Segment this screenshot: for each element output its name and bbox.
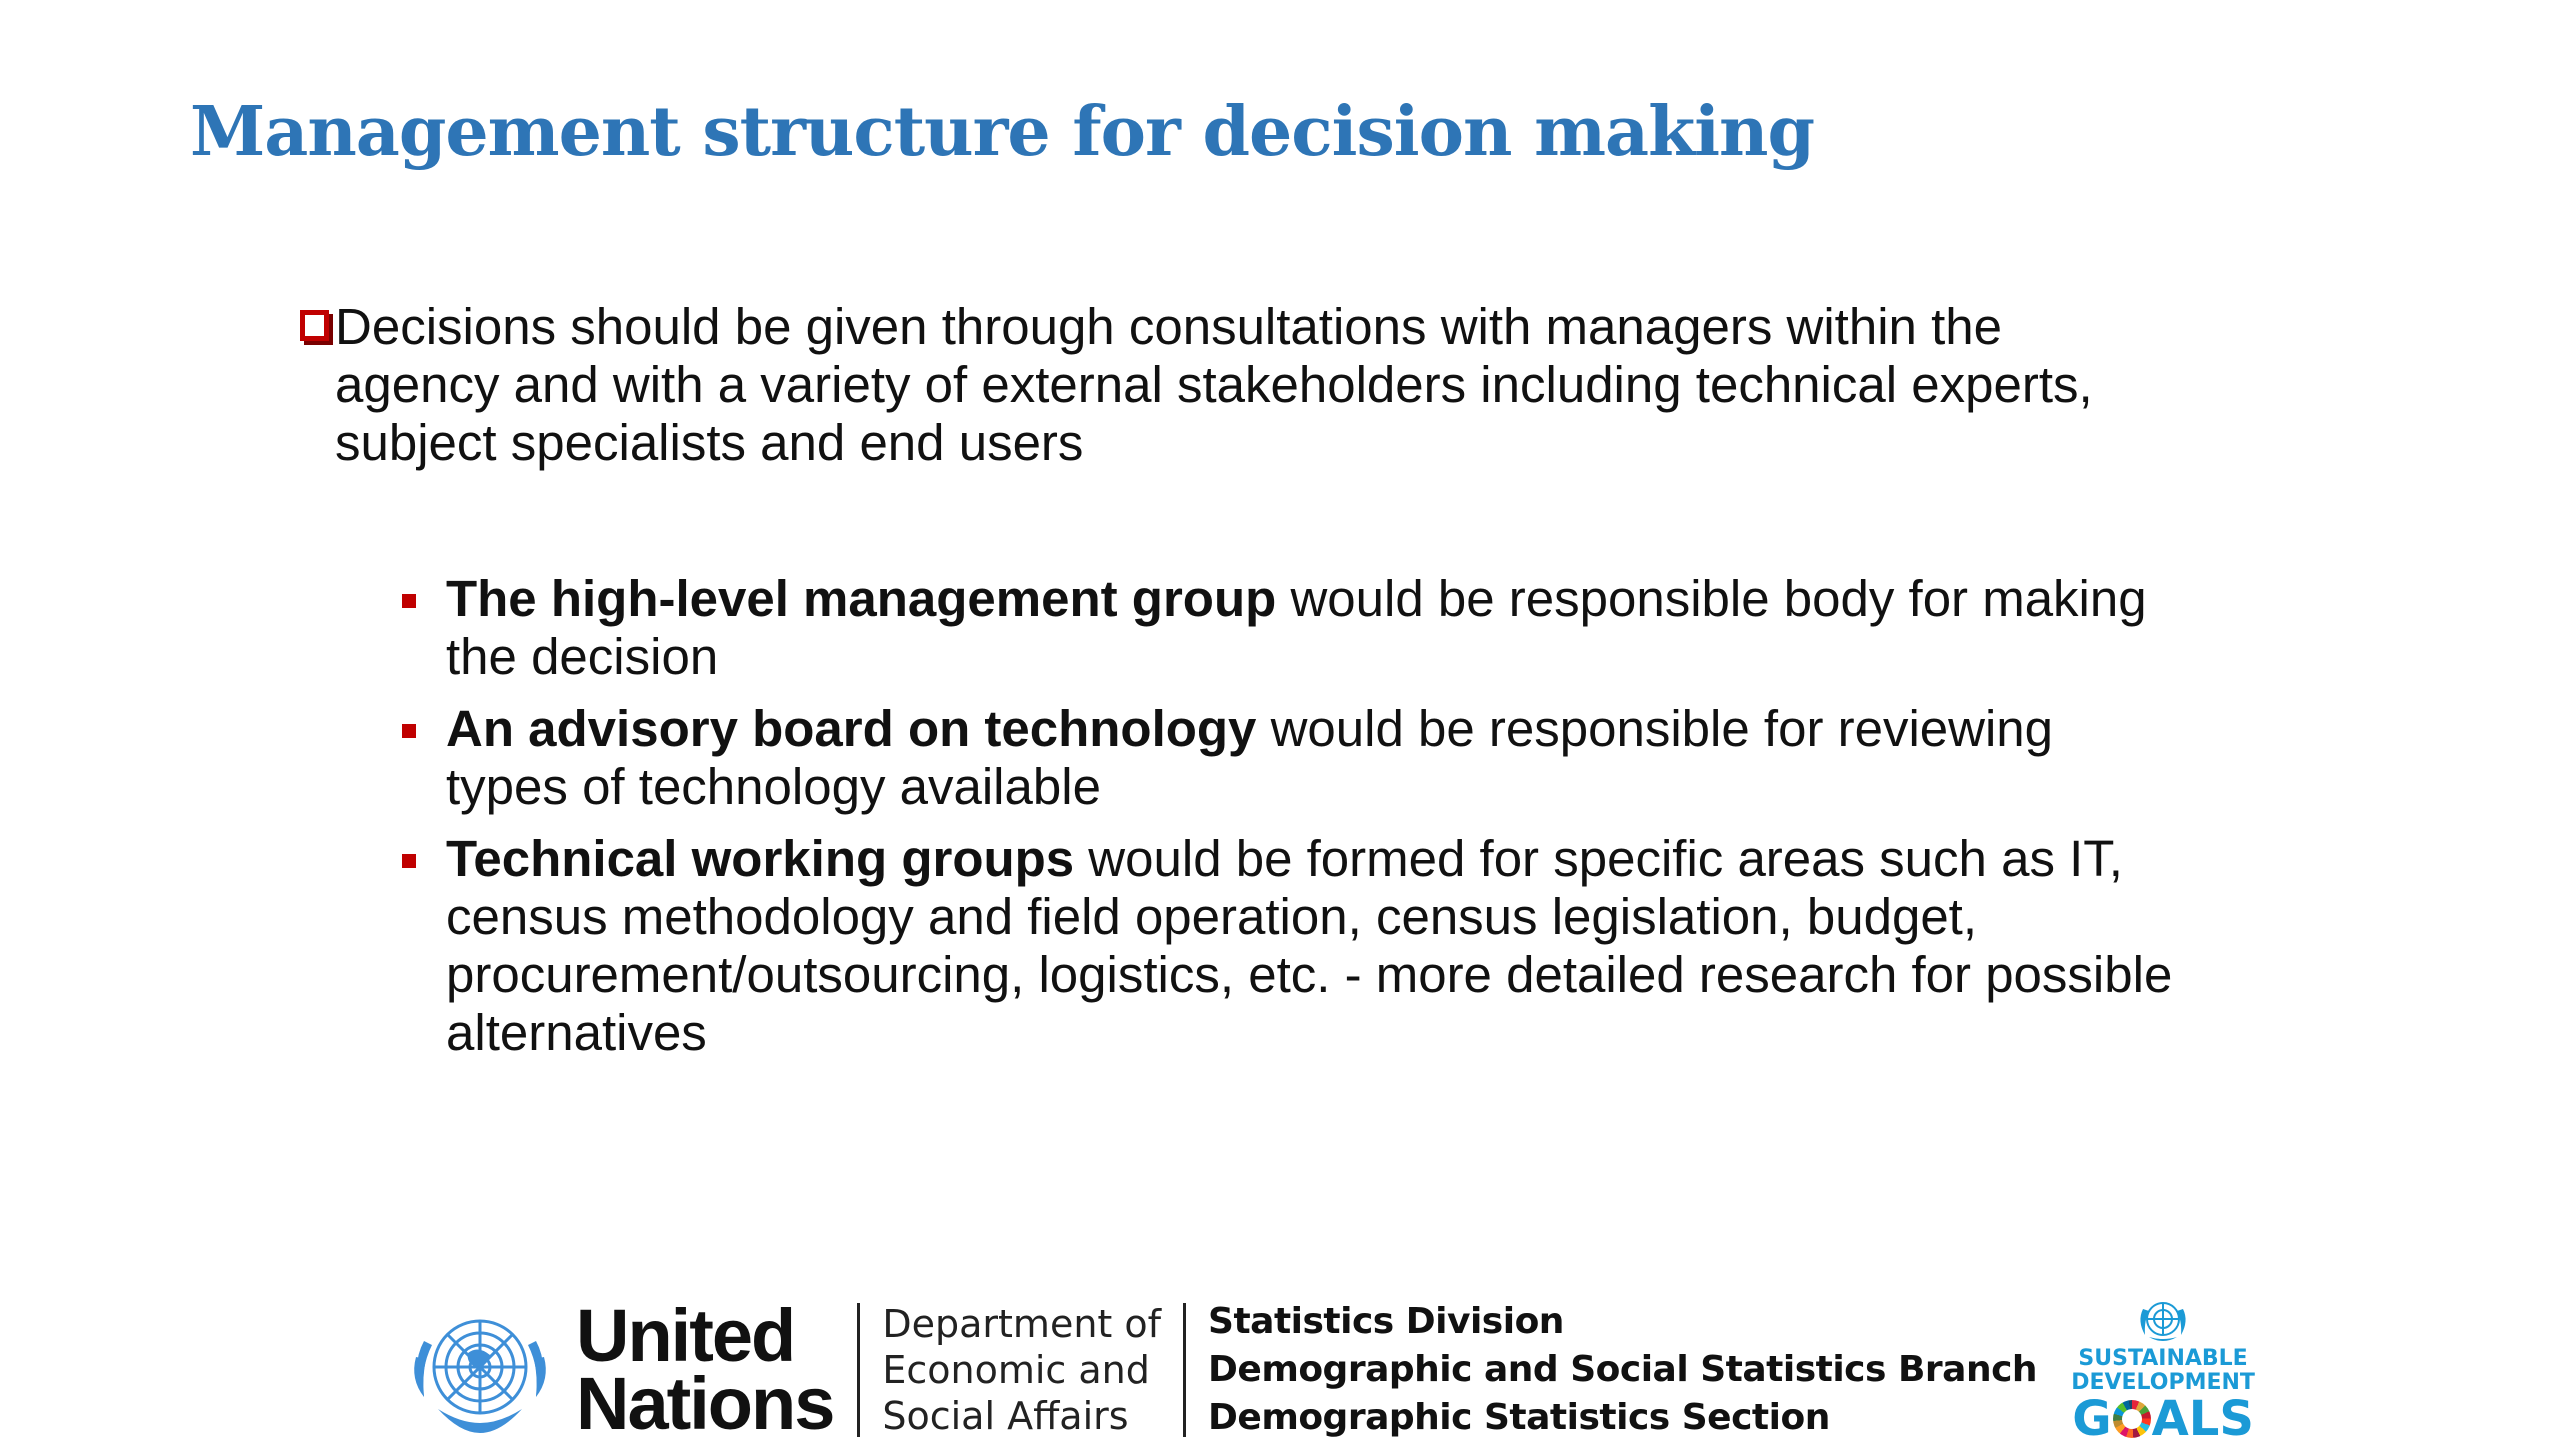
sub-point-text: would be responsible for reviewing types of technology available [446,700,2054,815]
sdg-logo [2073,1297,2253,1440]
division-label [1208,1298,2037,1440]
square-bullet-icon [402,854,416,868]
division-line-2: Demographic and Social Statistics Branch [1208,1349,2038,1390]
divider [1183,1303,1186,1437]
un-line-1: United [576,1294,795,1377]
main-point-text: Decisions should be given through consultations with managers within the agency and with a variety of external stakeholders including technical experts, subject specialists and end users [335,298,2093,471]
un-line-2: Nations [576,1362,834,1440]
un-emblem-icon [398,1301,562,1439]
sdg-color-wheel-icon [2113,1400,2151,1438]
sub-point-text: would be formed for specific areas such as IT, census methodology and field operation, census legislation, budget, procurement/outsourcing, logistics, etc. - more detailed research for possible alternatives [446,830,2173,1061]
list-item [396,700,2176,816]
sdg-line-2: DEVELOPMENT [2071,1370,2255,1395]
main-point [300,298,2180,472]
checkbox-bullet-icon [300,310,329,341]
sub-point-text: would be responsible body for making the decision [446,570,2147,685]
division-line-3: Demographic Statistics Section [1208,1397,1830,1438]
footer [398,1295,2253,1440]
sub-point-list [396,570,2176,1076]
desa-line-1: Department of [882,1302,1162,1346]
desa-label [882,1301,1161,1439]
sdg-goals-g: G [2072,1391,2112,1440]
sdg-goals-als: ALS [2151,1391,2254,1440]
list-item [396,830,2176,1062]
un-wordmark [576,1294,834,1440]
desa-line-2: Economic and [882,1348,1150,1392]
division-line-1: Statistics Division [1208,1301,1564,1342]
slide-title: Management structure for decision making [190,92,1815,172]
sub-point-bold: Technical working groups [446,830,1075,887]
sub-point-bold: An advisory board on technology [446,700,1257,757]
sub-point-bold: The high-level management group [446,570,1277,627]
square-bullet-icon [402,724,416,738]
sdg-line-1: SUSTAINABLE [2078,1346,2248,1371]
divider [857,1303,860,1437]
sdg-goals-wordmark [2072,1391,2254,1440]
list-item [396,570,2176,686]
square-bullet-icon [402,594,416,608]
desa-line-3: Social Affairs [882,1394,1129,1438]
sdg-wheel-icon [2135,1297,2191,1345]
